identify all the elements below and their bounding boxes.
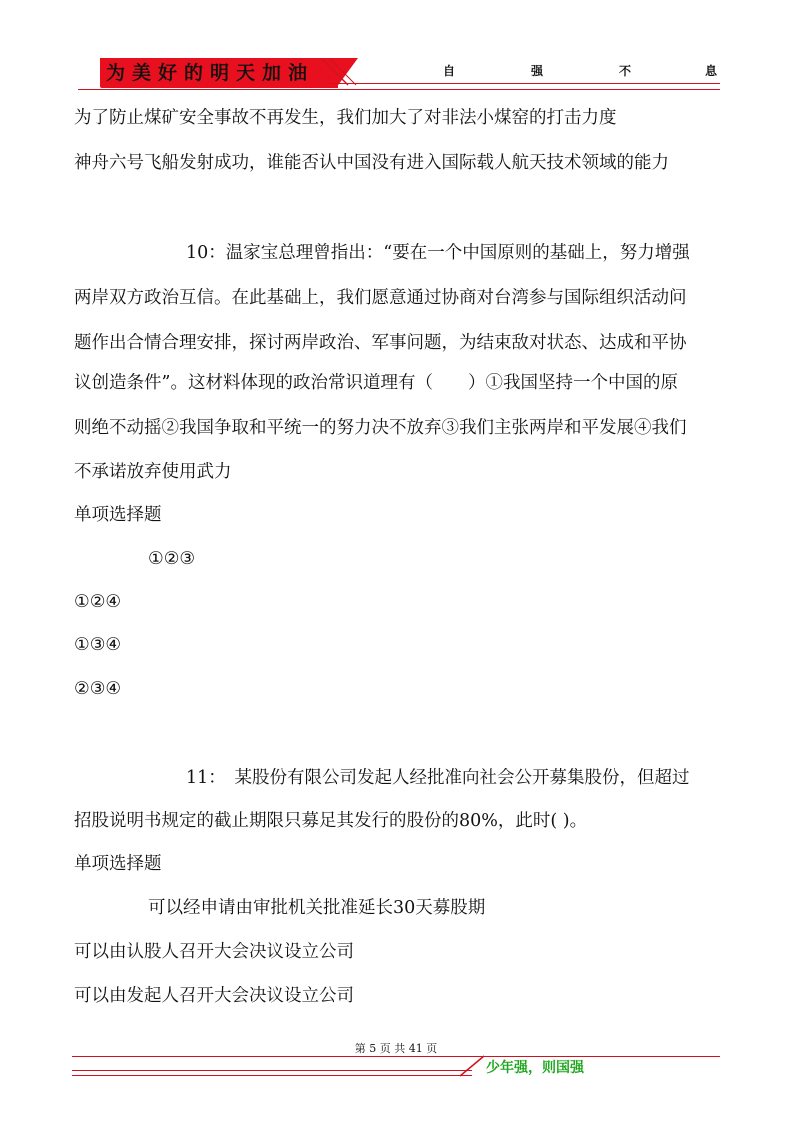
header-divider-slant (318, 58, 358, 90)
header-motto-char: 不 (619, 64, 632, 78)
paragraph-line: 为了防止煤矿安全事故不再发生，我们加大了对非法小煤窑的打击力度 (74, 108, 617, 128)
question-type-label: 单项选择题 (74, 854, 162, 874)
header-motto-char: 自 (443, 64, 456, 78)
paragraph-line: 神舟六号飞船发射成功，谁能否认中国没有进入国际载人航天技术领域的能力 (74, 153, 669, 173)
answer-option: 可以由发起人召开大会决议设立公司 (74, 986, 354, 1006)
header-rule-top (330, 83, 720, 84)
answer-option: ②③④ (74, 679, 122, 699)
header-motto-char: 强 (531, 64, 544, 78)
footer-rule-bottom-thin (72, 1075, 472, 1076)
question-type-label: 单项选择题 (74, 505, 162, 525)
footer-slogan: 少年强，则国强 (486, 1060, 584, 1076)
answer-option: 可以由认股人召开大会决议设立公司 (74, 942, 354, 962)
answer-option: ①②③ (148, 549, 196, 569)
question-10-text: 题作出合情合理安排，探讨两岸政治、军事问题，为结束敌对状态、达成和平协 (74, 333, 687, 353)
answer-option: ①③④ (74, 635, 122, 655)
header-rule-bottom (78, 89, 720, 90)
question-11-text: 11： 某股份有限公司发起人经批准向社会公开募集股份，但超过 (186, 768, 690, 788)
header-motto-char: 息 (705, 64, 718, 78)
answer-option: 可以经申请由审批机关批准延长30天募股期 (148, 898, 486, 918)
question-10-text: 10：温家宝总理曾指出：“要在一个中国原则的基础上，努力增强 (186, 243, 690, 263)
question-10-text: 不承诺放弃使用武力 (74, 462, 232, 482)
footer-rule-bottom (72, 1070, 472, 1071)
question-10-text: 则绝不动摇②我国争取和平统一的努力决不放弃③我们主张两岸和平发展④我们 (74, 418, 687, 438)
question-10-text: 议创造条件”。这材料体现的政治常识道理有（ ）①我国坚持一个中国的原 (74, 373, 678, 393)
footer-rule-top (72, 1056, 720, 1057)
answer-option: ①②④ (74, 592, 122, 612)
header-title: 为美好的明天加油 (106, 62, 315, 84)
question-10-text: 两岸双方政治互信。在此基础上，我们愿意通过协商对台湾参与国际组织活动问 (74, 288, 687, 308)
page-number: 第 5 页 共 41 页 (354, 1042, 438, 1055)
question-11-text: 招股说明书规定的截止期限只募足其发行的股份的80%，此时( )。 (74, 811, 588, 831)
